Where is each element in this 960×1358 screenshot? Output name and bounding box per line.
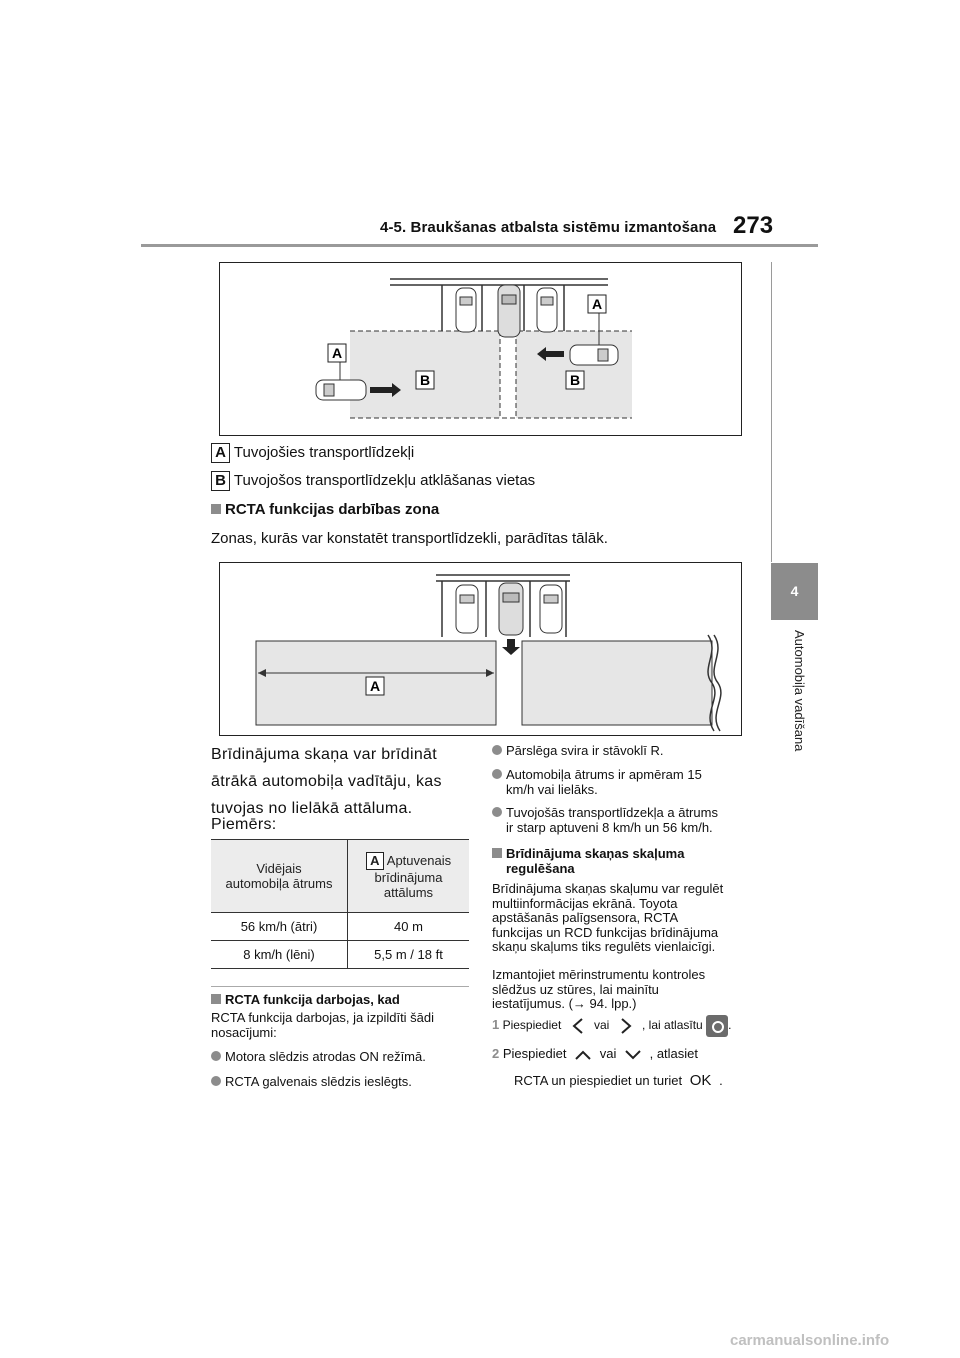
settings-gear-icon (706, 1015, 728, 1037)
list-item: Motora slēdzis atrodas ON režīmā. (211, 1050, 426, 1065)
legend-b-text: Tuvojošos transportlīdzekļu atklāšanas vietas (233, 472, 536, 489)
step-number: 2 (492, 1046, 500, 1061)
volume-paragraph-1: Brīdinājuma skaņas skaļumu var regulēt multiinformācijas ekrānā. Toyota apstāšanās palīgsensora, RCTA funkcijas un RCD funkcijas brīdinājuma skaņu skaļums tiks regulēts vienlaicīgi. (492, 881, 724, 954)
sub-paragraph: RCTA funkcija darbojas, ja izpildīti šādi nosacījumi: (211, 1010, 435, 1040)
side-rule (771, 262, 818, 562)
fig1-label-b-right: B (569, 372, 581, 388)
chevron-left-icon (571, 1017, 585, 1035)
legend-b-row (211, 471, 535, 491)
sub-heading-volume: Brīdinājuma skaņas skaļuma regulēšana (492, 846, 684, 876)
sub-section-rule (211, 986, 469, 987)
bullet-icon (211, 1051, 221, 1061)
figure-approaching-vehicles (219, 262, 742, 436)
square-bullet-icon (211, 504, 221, 514)
legend-a-label: A (211, 443, 230, 463)
step-2: 2 Piespiediet vai , atlasiet (492, 1046, 699, 1061)
chapter-label: Automobiļa vadīšana (792, 630, 807, 752)
step-1: 1 Piespiediet vai , lai atlasītu . (492, 1013, 731, 1037)
list-item: Automobiļa ātrums ir apmēram 15 km/h vai lielāks. (492, 768, 702, 797)
header-rule (141, 244, 818, 247)
bullet-icon (211, 1076, 221, 1086)
example-label: Piemērs: (211, 816, 277, 833)
table-header-speed: Vidējais automobiļa ātrums (211, 840, 348, 912)
section-heading: RCTA funkcijas darbības zona (211, 501, 439, 518)
table-header-distance: A Aptuvenais brīdinājuma attālums (348, 840, 470, 912)
step-number: 1 (492, 1017, 500, 1032)
bullet-icon (492, 807, 502, 817)
fig1-label-a-right: A (591, 296, 603, 312)
list-item: Pārslēga svira ir stāvoklī R. (492, 744, 664, 759)
figure-detection-zone (219, 562, 742, 736)
chevron-down-icon (624, 1049, 642, 1061)
legend-b-label: B (211, 471, 230, 491)
square-bullet-icon (211, 994, 221, 1004)
square-bullet-icon (492, 848, 502, 858)
ok-button-glyph: OK (689, 1072, 712, 1089)
page-number: 273 (733, 212, 774, 239)
fig1-label-a-left: A (331, 345, 343, 361)
legend-a-text: Tuvojošies transportlīdzekļi (233, 444, 415, 461)
table-row: 8 km/h (lēni) 5,5 m / 18 ft (211, 940, 469, 968)
section-intro: Zonas, kurās var konstatēt transportlīdzekli, parādītas tālāk. (211, 530, 608, 547)
legend-a-row (211, 443, 414, 463)
list-item: Tuvojošās transportlīdzekļa a ātrums ir starp aptuveni 8 km/h un 56 km/h. (492, 806, 718, 835)
sub-heading-operates: RCTA funkcija darbojas, kad (211, 992, 400, 1007)
step-2-continued: RCTA un piespiediet un turiet OK . (514, 1072, 723, 1089)
left-paragraph: Brīdinājuma skaņa var brīdināt ātrākā automobiļa vadītāju, kas tuvojas no lielākā attāluma. (211, 746, 442, 817)
table-row: 56 km/h (ātri) 40 m (211, 912, 469, 940)
section-header-title: 4-5. Braukšanas atbalsta sistēmu izmantošana (380, 219, 717, 236)
chevron-up-icon (574, 1049, 592, 1061)
chevron-right-icon (619, 1017, 633, 1035)
volume-paragraph-2: Izmantojiet mērinstrumentu kontroles slēdžus uz stūres, lai mainītu iestatījumus. (→ 94. lpp.) (492, 967, 706, 1011)
figure-2-drawing (220, 563, 741, 735)
warning-distance-table (211, 839, 469, 969)
list-item: RCTA galvenais slēdzis ieslēgts. (211, 1075, 412, 1090)
chapter-tab: 4 (771, 563, 818, 620)
fig1-label-b-left: B (419, 372, 431, 388)
bullet-icon (492, 745, 502, 755)
fig2-label-a: A (369, 678, 381, 694)
bullet-icon (492, 769, 502, 779)
watermark: carmanualsonline.info (730, 1332, 890, 1349)
figure-1-drawing (220, 263, 741, 435)
